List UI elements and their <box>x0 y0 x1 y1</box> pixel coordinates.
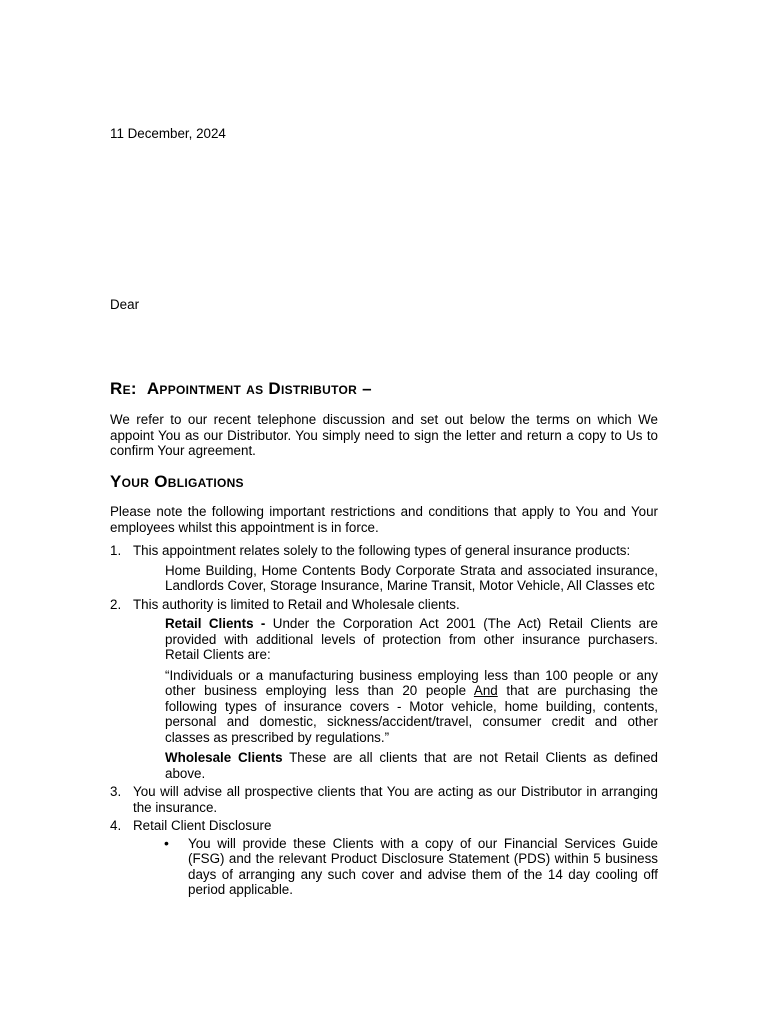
retail-clients-text: Under the Corporation Act 2001 (The Act) Retail Clients are provided with additional levels of protection from other insurance purchasers. Retail Clients are: <box>165 616 658 662</box>
wholesale-clients-definition <box>165 750 658 781</box>
retail-clients-quote <box>165 668 658 746</box>
letter-date: 11 December, 2024 <box>110 126 226 141</box>
bullet-icon: • <box>164 834 169 851</box>
list-item <box>110 543 658 594</box>
list-item <box>110 597 658 782</box>
obligations-heading: Your Obligations <box>110 472 244 491</box>
bullet-item <box>164 836 658 898</box>
item-text: You will advise all prospective clients that You are acting as our Distributor in arranging the insurance. <box>133 784 658 815</box>
obligations-note: Please note the following important restrictions and conditions that apply to You and Your employees whilst this appointment is in force. <box>110 504 658 535</box>
quote-text-end: that are purchasing the following types of insurance covers - Motor vehicle, home building, contents, personal and domestic, sickness/accident/travel, consumer credit and other classes as prescribed by regulations.” <box>165 683 658 745</box>
intro-paragraph: We refer to our recent telephone discussion and set out below the terms on which We appoint You as our Distributor. You simply need to sign the letter and return a copy to Us to confirm Your agreement. <box>110 412 658 458</box>
item-number: 4. <box>110 818 122 833</box>
bullet-text: You will provide these Clients with a copy of our Financial Services Guide (FSG) and the relevant Product Disclosure Statement (PDS) within 5 business days of arranging any such cover and advise them of the 14 day cooling off period applicable. <box>188 835 658 897</box>
quote-and-underlined: And <box>473 683 498 698</box>
item-text: This appointment relates solely to the following types of general insurance products: <box>133 543 631 558</box>
re-label: Re: <box>110 379 137 398</box>
list-item <box>110 784 658 815</box>
quote-text-start: “Individuals or a manufacturing business employing less than 100 people or any other business employing less than 20 people <box>165 667 658 698</box>
item-text: Retail Client Disclosure <box>133 818 272 833</box>
re-subject: Appointment as Distributor – <box>146 379 372 398</box>
bullet-list <box>164 836 658 898</box>
item-number: 1. <box>110 543 122 558</box>
item-text: This authority is limited to Retail and Wholesale clients. <box>133 596 460 612</box>
wholesale-clients-text: These are all clients that are not Retail Clients as defined above. <box>165 750 659 781</box>
products-list: Home Building, Home Contents Body Corporate Strata and associated insurance, Landlords Cover, Storage Insurance, Marine Transit, Motor Vehicle, All Classes etc <box>165 562 658 593</box>
salutation: Dear <box>110 297 140 312</box>
obligations-list <box>110 543 658 898</box>
retail-clients-label: Retail Clients - <box>165 616 266 631</box>
list-item <box>110 818 658 898</box>
wholesale-clients-label: Wholesale Clients <box>165 750 283 765</box>
subject-heading <box>110 381 372 397</box>
item-number: 3. <box>110 784 122 799</box>
retail-clients-definition <box>165 616 658 663</box>
item-number: 2. <box>110 596 122 612</box>
